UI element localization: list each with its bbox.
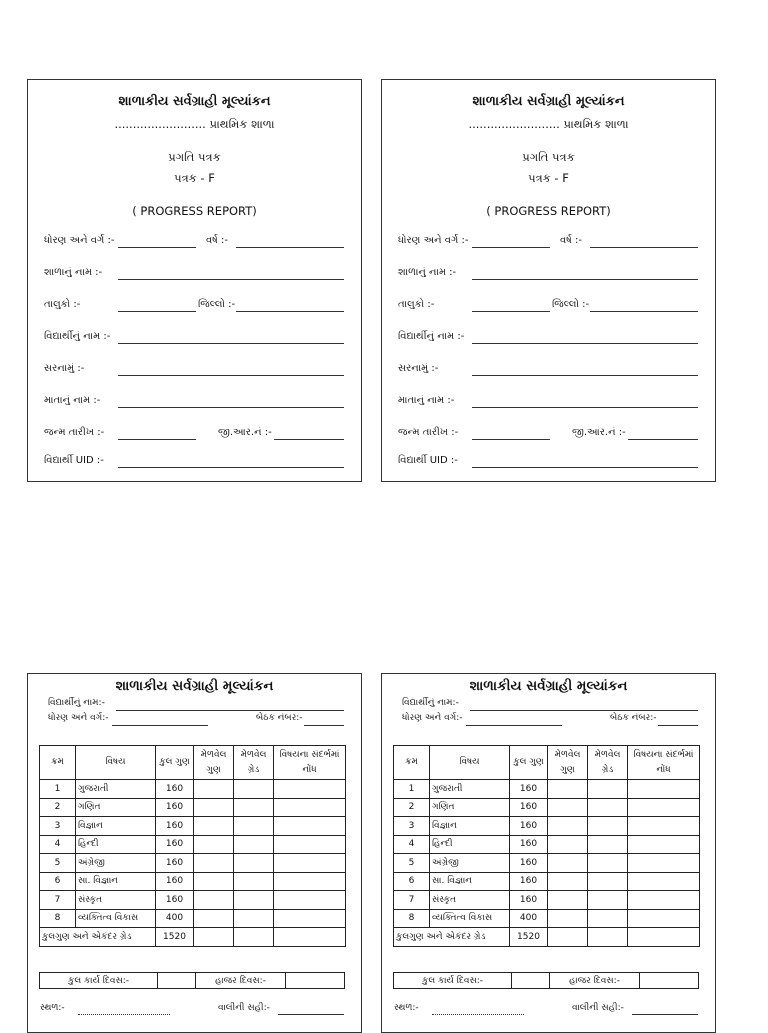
row-no: 4 (394, 835, 430, 854)
table-row (40, 854, 346, 873)
row-no: 8 (394, 909, 430, 928)
place-label: સ્થળ:- (394, 1003, 419, 1013)
working-days-label: કુલ કાર્ય દિવસ:- (40, 973, 158, 988)
place-label: સ્થળ:- (40, 1003, 65, 1013)
row-no: 1 (394, 780, 430, 799)
student-name-line (470, 710, 698, 711)
result-title: શાળાકીય સર્વગ્રાહી મૂલ્યાંકન (469, 678, 628, 694)
row-grade-cell[interactable] (234, 909, 274, 928)
header-subject: વિષય (76, 746, 156, 780)
table-row (394, 835, 700, 854)
row-total: 160 (156, 798, 194, 817)
row-grade-cell[interactable] (234, 854, 274, 873)
row-grade-cell[interactable] (234, 798, 274, 817)
total-remarks-cell[interactable] (274, 928, 346, 947)
row-subject: અંગ્રેજી (76, 854, 156, 873)
parent-sign-line (632, 1014, 698, 1015)
header-obtained-grade: મેળવેલ ગ્રેડ (234, 746, 274, 780)
seat-no-line (658, 725, 698, 726)
year-label: વર્ષ :- (206, 235, 228, 246)
table-row (394, 854, 700, 873)
row-no: 2 (40, 798, 76, 817)
row-subject: હિન્દી (430, 835, 510, 854)
uid-line (118, 467, 344, 468)
seat-no-line (304, 725, 344, 726)
card-title: શાળાકીય સર્વગ્રાહી મૂલ્યાંકન (472, 94, 625, 109)
total-value: 1520 (156, 928, 194, 947)
row-total: 400 (156, 909, 194, 928)
header-obtained-grade: મેળવેલ ગ્રેડ (588, 746, 628, 780)
row-marks-cell[interactable] (548, 872, 588, 891)
row-total: 160 (156, 872, 194, 891)
parent-sign-label: વાલીની સહી:- (572, 1003, 624, 1013)
row-total: 160 (510, 872, 548, 891)
gr-no-line (628, 439, 698, 440)
row-remarks-cell[interactable] (274, 780, 346, 799)
table-row (394, 909, 700, 928)
row-marks-cell[interactable] (194, 817, 234, 836)
header-obtained-marks: મેળવેલ ગુણ (194, 746, 234, 780)
header-no: ક્રમ (40, 746, 76, 780)
row-marks-cell[interactable] (194, 798, 234, 817)
taluka-line (118, 311, 196, 312)
row-marks-cell[interactable] (194, 872, 234, 891)
row-no: 5 (394, 854, 430, 873)
row-grade-cell[interactable] (588, 798, 628, 817)
address-line (118, 375, 344, 376)
form-number: પત્રક - F (174, 171, 215, 185)
progress-card-left (27, 79, 362, 482)
result-card-left (27, 673, 362, 1033)
row-subject: સા. વિજ્ઞાન (430, 872, 510, 891)
row-remarks-cell[interactable] (274, 909, 346, 928)
working-days-label: કુલ કાર્ય દિવસ:- (394, 973, 512, 988)
row-total: 160 (510, 835, 548, 854)
row-subject: હિન્દી (76, 835, 156, 854)
row-subject: ગણિત (430, 798, 510, 817)
marks-header-row (40, 746, 346, 780)
school-line: ......................... પ્રાથમિક શાળા (114, 117, 275, 131)
row-subject: સંસ્કૃત (76, 891, 156, 910)
place-line (432, 1014, 524, 1015)
present-days-label: હાજર દિવસ:- (550, 973, 640, 988)
district-line (236, 311, 344, 312)
gr-no-label: જી.આર.નં :- (218, 427, 272, 438)
taluka-line (472, 311, 550, 312)
row-total: 400 (510, 909, 548, 928)
table-row (40, 872, 346, 891)
school-name-label: શાળાનું નામ :- (398, 267, 457, 278)
parent-sign-label: વાલીની સહી:- (218, 1003, 270, 1013)
row-remarks-cell[interactable] (628, 817, 700, 836)
total-label: કુલગુણ અને એકંદર ગ્રેડ (394, 928, 510, 947)
row-marks-cell[interactable] (548, 835, 588, 854)
total-value: 1520 (510, 928, 548, 947)
row-grade-cell[interactable] (234, 780, 274, 799)
row-remarks-cell[interactable] (628, 891, 700, 910)
row-remarks-cell[interactable] (274, 891, 346, 910)
seat-no-label: બેઠક નંબર:- (610, 713, 657, 723)
year-label: વર્ષ :- (560, 235, 582, 246)
header-subject: વિષય (430, 746, 510, 780)
card-title: શાળાકીય સર્વગ્રાહી મૂલ્યાંકન (118, 94, 271, 109)
header-total: કુલ ગુણ (510, 746, 548, 780)
row-grade-cell[interactable] (234, 835, 274, 854)
std-div-line (118, 247, 196, 248)
row-remarks-cell[interactable] (628, 909, 700, 928)
header-no: ક્રમ (394, 746, 430, 780)
row-grade-cell[interactable] (234, 817, 274, 836)
address-label: સરનામું :- (44, 363, 85, 374)
mother-name-label: માતાનું નામ :- (44, 395, 101, 406)
total-marks-cell[interactable] (548, 928, 588, 947)
school-line: ......................... પ્રાથમિક શાળા (468, 117, 629, 131)
working-days-value[interactable] (512, 973, 550, 988)
dob-line (118, 439, 196, 440)
present-days-value[interactable] (640, 973, 698, 988)
taluka-label: તાલુકો :- (398, 299, 435, 310)
student-name-label: વિદ્યાર્થીનું નામ :- (398, 331, 465, 342)
student-name-label: વિદ્યાર્થીનું નામ:- (402, 698, 459, 708)
row-grade-cell[interactable] (588, 891, 628, 910)
table-row (394, 891, 700, 910)
row-marks-cell[interactable] (548, 909, 588, 928)
row-marks-cell[interactable] (194, 835, 234, 854)
row-total: 160 (510, 854, 548, 873)
row-total: 160 (510, 780, 548, 799)
row-remarks-cell[interactable] (274, 854, 346, 873)
district-label: જિલ્લો :- (552, 299, 590, 310)
table-row (40, 835, 346, 854)
year-line (236, 247, 344, 248)
dob-label: જન્મ તારીખ :- (398, 427, 459, 438)
row-marks-cell[interactable] (194, 891, 234, 910)
row-subject: ગણિત (76, 798, 156, 817)
table-row (394, 780, 700, 799)
row-remarks-cell[interactable] (628, 780, 700, 799)
total-row (40, 928, 346, 947)
student-name-line (116, 710, 344, 711)
mother-name-label: માતાનું નામ :- (398, 395, 455, 406)
header-remarks: વિષયના સંદર્ભમાં નોંધ (628, 746, 700, 780)
attendance-box (39, 972, 345, 989)
student-name-line (472, 343, 698, 344)
std-div-line (466, 725, 562, 726)
total-marks-cell[interactable] (194, 928, 234, 947)
student-name-label: વિદ્યાર્થીનું નામ:- (48, 698, 105, 708)
table-row (40, 780, 346, 799)
row-no: 6 (394, 872, 430, 891)
card-subtitle: પ્રગતિ પત્રક (522, 150, 575, 164)
present-days-label: હાજર દિવસ:- (196, 973, 286, 988)
row-no: 7 (394, 891, 430, 910)
student-name-label: વિદ્યાર્થીનું નામ :- (44, 331, 111, 342)
table-row (40, 817, 346, 836)
row-total: 160 (156, 817, 194, 836)
result-title: શાળાકીય સર્વગ્રાહી મૂલ્યાંકન (115, 678, 274, 694)
row-no: 3 (394, 817, 430, 836)
dob-line (472, 439, 550, 440)
row-remarks-cell[interactable] (274, 872, 346, 891)
row-marks-cell[interactable] (194, 780, 234, 799)
row-subject: ગુજરાતી (430, 780, 510, 799)
marks-header-row (394, 746, 700, 780)
std-div-label: ધોરણ અને વર્ગ:- (48, 713, 109, 723)
row-total: 160 (510, 891, 548, 910)
mother-name-line (118, 407, 344, 408)
row-total: 160 (156, 780, 194, 799)
row-grade-cell[interactable] (588, 835, 628, 854)
table-row (394, 872, 700, 891)
std-div-label: ધોરણ અને વર્ગ:- (402, 713, 463, 723)
marks-table (39, 745, 346, 947)
std-div-label: ધોરણ અને વર્ગ :- (398, 235, 469, 246)
english-title: ( PROGRESS REPORT) (132, 204, 257, 218)
row-remarks-cell[interactable] (628, 854, 700, 873)
row-subject: અંગ્રેજી (430, 854, 510, 873)
row-grade-cell[interactable] (588, 854, 628, 873)
row-no: 5 (40, 854, 76, 873)
uid-label: વિદ્યાર્થી UID :- (44, 455, 104, 466)
row-total: 160 (156, 854, 194, 873)
seat-no-label: બેઠક નંબર:- (256, 713, 303, 723)
total-row (394, 928, 700, 947)
uid-line (472, 467, 698, 468)
row-no: 6 (40, 872, 76, 891)
table-row (40, 798, 346, 817)
student-name-line (118, 343, 344, 344)
row-subject: સંસ્કૃત (430, 891, 510, 910)
table-row (394, 817, 700, 836)
progress-card-right (381, 79, 716, 482)
school-name-line (472, 279, 698, 280)
row-marks-cell[interactable] (548, 817, 588, 836)
gr-no-line (274, 439, 344, 440)
row-remarks-cell[interactable] (628, 872, 700, 891)
row-remarks-cell[interactable] (628, 835, 700, 854)
row-no: 2 (394, 798, 430, 817)
table-row (40, 909, 346, 928)
present-days-value[interactable] (286, 973, 344, 988)
total-grade-cell[interactable] (234, 928, 274, 947)
parent-sign-line (278, 1014, 344, 1015)
row-no: 4 (40, 835, 76, 854)
row-marks-cell[interactable] (548, 798, 588, 817)
address-label: સરનામું :- (398, 363, 439, 374)
attendance-box (393, 972, 699, 989)
row-grade-cell[interactable] (234, 872, 274, 891)
header-total: કુલ ગુણ (156, 746, 194, 780)
table-row (40, 891, 346, 910)
taluka-label: તાલુકો :- (44, 299, 81, 310)
row-total: 160 (156, 835, 194, 854)
working-days-value[interactable] (158, 973, 196, 988)
english-title: ( PROGRESS REPORT) (486, 204, 611, 218)
row-subject: વિજ્ઞાન (76, 817, 156, 836)
card-subtitle: પ્રગતિ પત્રક (168, 150, 221, 164)
table-row (394, 798, 700, 817)
std-div-label: ધોરણ અને વર્ગ :- (44, 235, 115, 246)
total-label: કુલગુણ અને એકંદર ગ્રેડ (40, 928, 156, 947)
row-remarks-cell[interactable] (274, 798, 346, 817)
row-marks-cell[interactable] (548, 891, 588, 910)
row-total: 160 (156, 891, 194, 910)
row-subject: ગુજરાતી (76, 780, 156, 799)
form-number: પત્રક - F (528, 171, 569, 185)
std-div-line (472, 247, 550, 248)
row-marks-cell[interactable] (548, 780, 588, 799)
std-div-line (112, 725, 208, 726)
row-grade-cell[interactable] (588, 872, 628, 891)
row-no: 7 (40, 891, 76, 910)
row-no: 1 (40, 780, 76, 799)
row-remarks-cell[interactable] (274, 835, 346, 854)
row-grade-cell[interactable] (588, 909, 628, 928)
marks-table (393, 745, 700, 947)
row-marks-cell[interactable] (548, 854, 588, 873)
row-total: 160 (510, 817, 548, 836)
header-obtained-marks: મેળવેલ ગુણ (548, 746, 588, 780)
row-remarks-cell[interactable] (274, 817, 346, 836)
place-line (78, 1014, 170, 1015)
gr-no-label: જી.આર.નં :- (572, 427, 626, 438)
total-grade-cell[interactable] (588, 928, 628, 947)
uid-label: વિદ્યાર્થી UID :- (398, 455, 458, 466)
row-marks-cell[interactable] (194, 854, 234, 873)
row-no: 3 (40, 817, 76, 836)
total-remarks-cell[interactable] (628, 928, 700, 947)
district-label: જિલ્લો :- (198, 299, 236, 310)
row-subject: વ્યક્તિત્વ વિકાસ (430, 909, 510, 928)
address-line (472, 375, 698, 376)
year-line (590, 247, 698, 248)
dob-label: જન્મ તારીખ :- (44, 427, 105, 438)
row-marks-cell[interactable] (194, 909, 234, 928)
row-remarks-cell[interactable] (628, 798, 700, 817)
row-subject: વ્યક્તિત્વ વિકાસ (76, 909, 156, 928)
result-card-right (381, 673, 716, 1033)
school-name-line (118, 279, 344, 280)
header-remarks: વિષયના સંદર્ભમાં નોંધ (274, 746, 346, 780)
row-grade-cell[interactable] (234, 891, 274, 910)
row-subject: સા. વિજ્ઞાન (76, 872, 156, 891)
mother-name-line (472, 407, 698, 408)
row-no: 8 (40, 909, 76, 928)
row-grade-cell[interactable] (588, 817, 628, 836)
district-line (590, 311, 698, 312)
row-total: 160 (510, 798, 548, 817)
school-name-label: શાળાનું નામ :- (44, 267, 103, 278)
row-grade-cell[interactable] (588, 780, 628, 799)
row-subject: વિજ્ઞાન (430, 817, 510, 836)
